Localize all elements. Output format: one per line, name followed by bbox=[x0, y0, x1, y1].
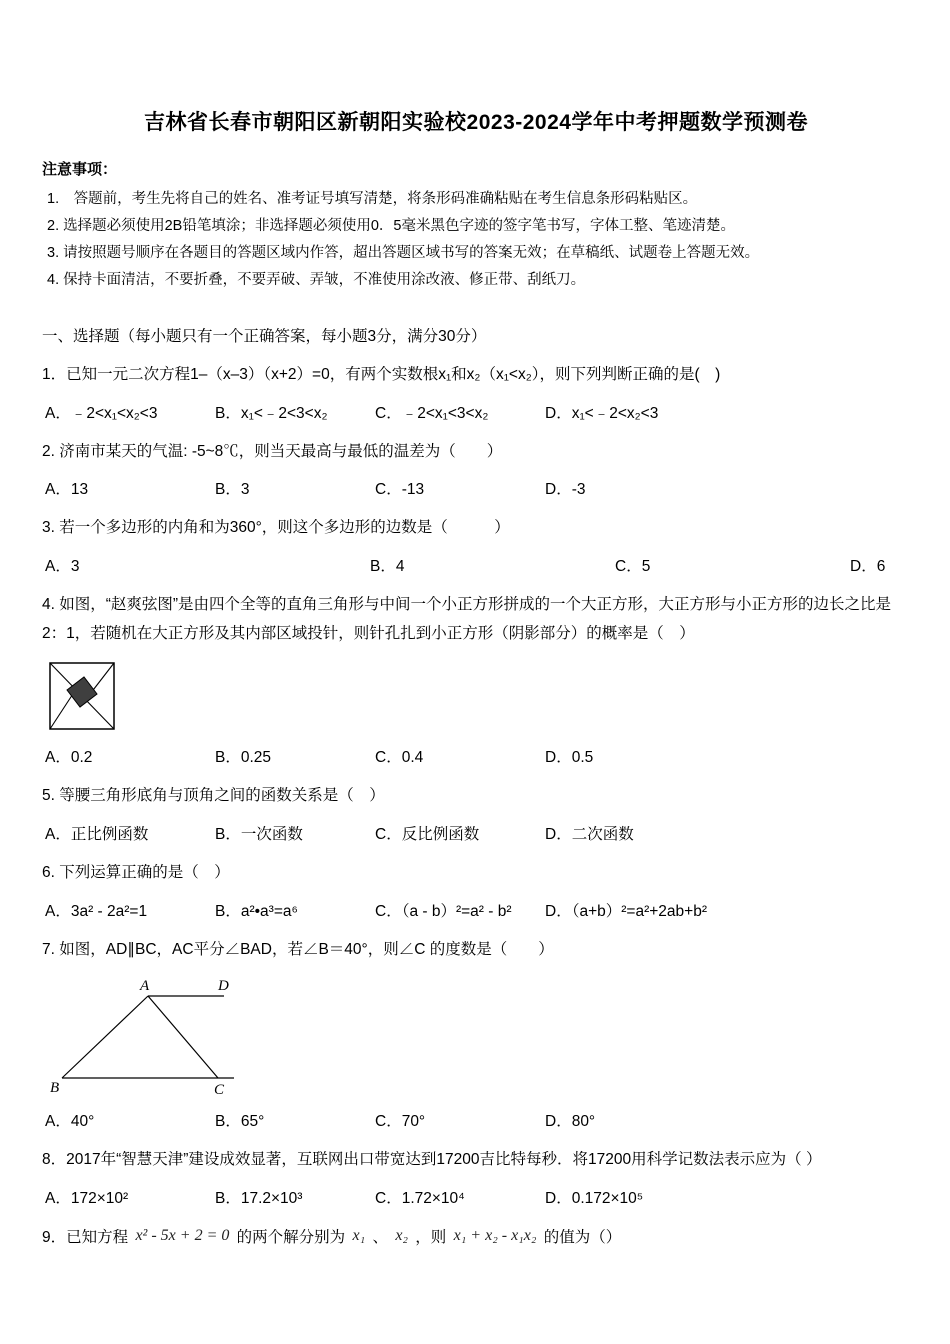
math-formula: x² - 5x + 2 = 0 bbox=[135, 1227, 230, 1245]
question-options bbox=[42, 899, 910, 921]
notice-item: 2. 选择题必须使用2B铅笔填涂；非选择题必须使用0．5毫米黑色字迹的签字笔书写，字体工整、笔迹清楚。 bbox=[47, 218, 735, 234]
option-a: A．0.2 bbox=[45, 749, 93, 767]
question-options bbox=[42, 1186, 910, 1208]
vertex-label-c: C bbox=[214, 1082, 225, 1099]
option-c: C．反比例函数 bbox=[375, 826, 480, 844]
question-options bbox=[42, 477, 910, 499]
math-formula: x₂ bbox=[395, 1227, 408, 1245]
stem-text: ，则 bbox=[415, 1229, 447, 1247]
option-b: B．3 bbox=[215, 481, 250, 499]
triangle-figure bbox=[48, 976, 910, 1098]
notice-item: 3. 请按照题号顺序在各题目的答题区域内作答，超出答题区域书写的答案无效；在草稿纸、试题卷上答题无效。 bbox=[47, 245, 760, 261]
question-stem: 4. 如图，“赵爽弦图”是由四个全等的直角三角形与中间一个小正方形拼成的一个大正方形，大正方形与小正方形的边长之比是2：1，若随机在大正方形及其内部区域投针，则针孔扎到小正方形（阴影部分）的概率是（ ） bbox=[42, 596, 892, 642]
option-d: D．0.172×10⁵ bbox=[545, 1190, 644, 1208]
question-1 bbox=[42, 361, 910, 423]
notice-item: 4. 保持卡面清洁，不要折叠，不要弄破、弄皱，不准使用涂改液、修正带、刮纸刀。 bbox=[47, 272, 586, 288]
option-c: C．1.72×10⁴ bbox=[375, 1190, 465, 1208]
option-a: A．3 bbox=[45, 558, 80, 576]
math-formula: x₁ + x₂ - x₁x₂ bbox=[453, 1227, 537, 1245]
option-d: D．6 bbox=[850, 558, 886, 576]
stem-text: 、 bbox=[372, 1229, 388, 1247]
option-a: A．172×10² bbox=[45, 1190, 129, 1208]
option-c: C．70° bbox=[375, 1113, 426, 1131]
option-b: B．17.2×10³ bbox=[215, 1190, 303, 1208]
question-stem: 1．已知一元二次方程1–（x–3）（x+2）=0，有两个实数根x₁和x₂（x₁<x₂），则下列判断正确的是( ) bbox=[42, 366, 721, 383]
question-stem: 3. 若一个多边形的内角和为360°，则这个多边形的边数是（ ） bbox=[42, 519, 510, 537]
option-c: C．（a - b）²=a² - b² bbox=[375, 902, 512, 920]
option-d: D．二次函数 bbox=[545, 826, 634, 844]
page-title: 吉林省长春市朝阳区新朝阳实验校2023-2024学年中考押题数学预测卷 bbox=[144, 111, 808, 134]
option-a: A．13 bbox=[45, 481, 89, 499]
question-7 bbox=[42, 936, 910, 1132]
question-stem: 8．2017年“智慧天津”建设成效显著，互联网出口带宽达到17200吉比特每秒．将17200用科学记数法表示应为（ ） bbox=[42, 1151, 822, 1169]
option-b: B．a²•a³=a⁶ bbox=[215, 902, 298, 920]
question-5 bbox=[42, 782, 910, 844]
question-options bbox=[42, 554, 910, 576]
question-stem: 6. 下列运算正确的是（ ） bbox=[42, 864, 230, 882]
option-d: D．80° bbox=[545, 1113, 596, 1131]
vertex-label-b: B bbox=[50, 1080, 60, 1097]
option-b: B．x₁<﹣2<3<x₂ bbox=[215, 404, 328, 422]
stem-text: 9．已知方程 bbox=[42, 1229, 129, 1247]
question-stem: 7. 如图，AD∥BC，AC平分∠BAD，若∠B＝40°，则∠C 的度数是（ ） bbox=[42, 940, 554, 958]
option-a: A．40° bbox=[45, 1113, 95, 1131]
question-8 bbox=[42, 1146, 910, 1208]
question-options bbox=[42, 401, 910, 423]
question-stem: 5. 等腰三角形底角与顶角之间的函数关系是（ ） bbox=[42, 787, 385, 805]
option-a: A．正比例函数 bbox=[45, 826, 149, 844]
option-d: D．x₁<﹣2<x₂<3 bbox=[545, 404, 659, 422]
question-stem bbox=[42, 1223, 910, 1253]
option-b: B．65° bbox=[215, 1113, 265, 1131]
question-options bbox=[42, 1109, 910, 1131]
question-6 bbox=[42, 859, 910, 921]
vertex-label-a: A bbox=[140, 978, 150, 995]
option-c: C．﹣2<x₁<3<x₂ bbox=[375, 404, 489, 422]
option-c: C．5 bbox=[615, 558, 651, 576]
question-4 bbox=[42, 591, 910, 767]
option-d: D．-3 bbox=[545, 481, 586, 499]
zhaoshuang-figure bbox=[48, 660, 910, 734]
option-d: D．0.5 bbox=[545, 749, 594, 767]
stem-text: 的值为（） bbox=[543, 1229, 622, 1247]
question-options bbox=[42, 745, 910, 767]
option-c: C．0.4 bbox=[375, 749, 424, 767]
vertex-label-d: D bbox=[218, 978, 229, 995]
option-c: C．-13 bbox=[375, 481, 425, 499]
option-b: B．0.25 bbox=[215, 749, 272, 767]
option-b: B．一次函数 bbox=[215, 826, 303, 844]
notice-heading: 注意事项： bbox=[42, 161, 118, 178]
question-9 bbox=[42, 1223, 910, 1253]
question-3 bbox=[42, 514, 910, 576]
option-a: A．﹣2<x₁<x₂<3 bbox=[45, 404, 158, 422]
stem-text: 的两个解分别为 bbox=[236, 1229, 346, 1247]
question-2 bbox=[42, 438, 910, 500]
option-b: B．4 bbox=[370, 558, 405, 576]
option-a: A．3a² - 2a²=1 bbox=[45, 902, 148, 920]
section-heading: 一、选择题（每小题只有一个正确答案，每小题3分，满分30分） bbox=[42, 328, 487, 345]
notice-item: 1. 答题前，考生先将自己的姓名、准考证号填写清楚，将条形码准确粘贴在考生信息条形码粘贴区。 bbox=[47, 191, 698, 207]
option-d: D．（a+b）²=a²+2ab+b² bbox=[545, 902, 707, 920]
question-options bbox=[42, 822, 910, 844]
math-formula: x₁ bbox=[352, 1227, 366, 1245]
question-stem: 2. 济南市某天的气温: -5~8℃，则当天最高与最低的温差为（ ） bbox=[42, 442, 503, 460]
